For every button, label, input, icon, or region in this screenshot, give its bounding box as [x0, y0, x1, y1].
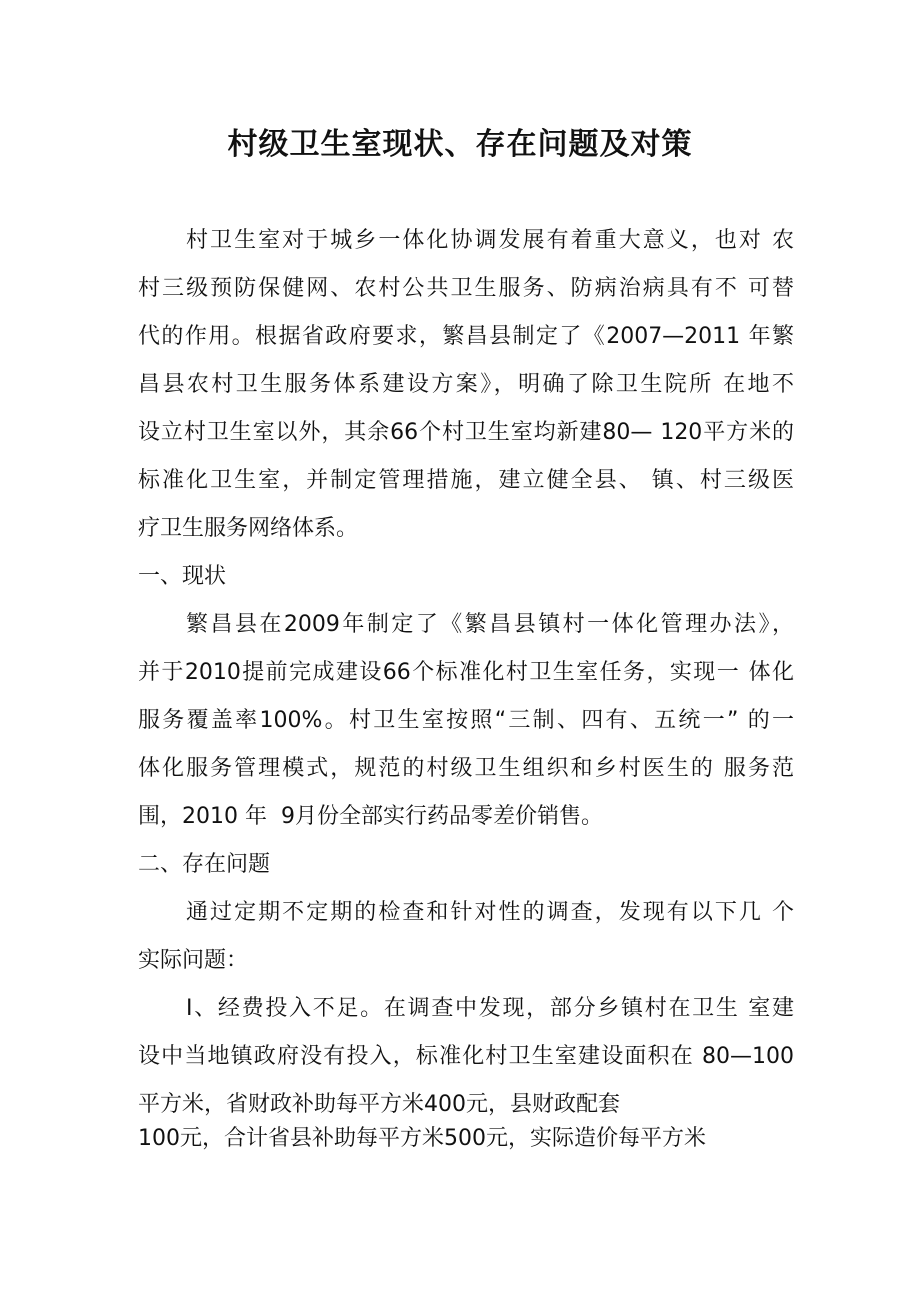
paragraph-line: 并于2010提前完成建设66个标准化村卫生室任务，实现一 体化	[138, 660, 794, 685]
paragraph-line: 村卫生室对于城乡一体化协调发展有着重大意义，也对 农	[186, 228, 794, 253]
paragraph-line: 100元，合计省县补助每平方米500元，实际造价每平方米	[138, 1126, 706, 1151]
section-heading: 二、存在问题	[138, 852, 271, 877]
paragraph-line: 村三级预防保健网、农村公共卫生服务、防病治病具有不 可替	[138, 276, 794, 301]
paragraph-line: 繁昌县在2009年制定了《繁昌县镇村一体化管理办法》，	[186, 612, 794, 637]
paragraph-line: 标准化卫生室，并制定管理措施，建立健全县、 镇、村三级医	[138, 468, 794, 493]
paragraph-line: 实际问题：	[138, 948, 249, 973]
page-title: 村级卫生室现状、存在问题及对策	[227, 127, 693, 162]
paragraph-line: 服务覆盖率100%。村卫生室按照“三制、四有、五统一” 的一	[138, 708, 794, 733]
paragraph-line: 通过定期不定期的检查和针对性的调查，发现有以下几 个	[186, 900, 794, 925]
paragraph-line: 平方米，省财政补助每平方米400元，县财政配套	[138, 1092, 620, 1117]
paragraph-line: 设立村卫生室以外，其余66个村卫生室均新建80— 120平方米的	[138, 420, 794, 445]
paragraph-line: 围，2010 年 9月份全部实行药品零差价销售。	[138, 804, 603, 829]
paragraph-line: 疗卫生服务网络体系。	[138, 516, 359, 541]
paragraph-line: I、经费投入不足。在调查中发现，部分乡镇村在卫生 室建	[186, 996, 794, 1021]
paragraph-line: 代的作用。根据省政府要求，繁昌县制定了《2007—2011 年繁	[138, 324, 794, 349]
section-heading: 一、现状	[138, 564, 227, 589]
paragraph-line: 设中当地镇政府没有投入，标准化村卫生室建设面积在 80—100	[138, 1044, 794, 1069]
paragraph-line: 昌县农村卫生服务体系建设方案》，明确了除卫生院所 在地不	[138, 372, 794, 397]
paragraph-line: 体化服务管理模式，规范的村级卫生组织和乡村医生的 服务范	[138, 756, 794, 781]
